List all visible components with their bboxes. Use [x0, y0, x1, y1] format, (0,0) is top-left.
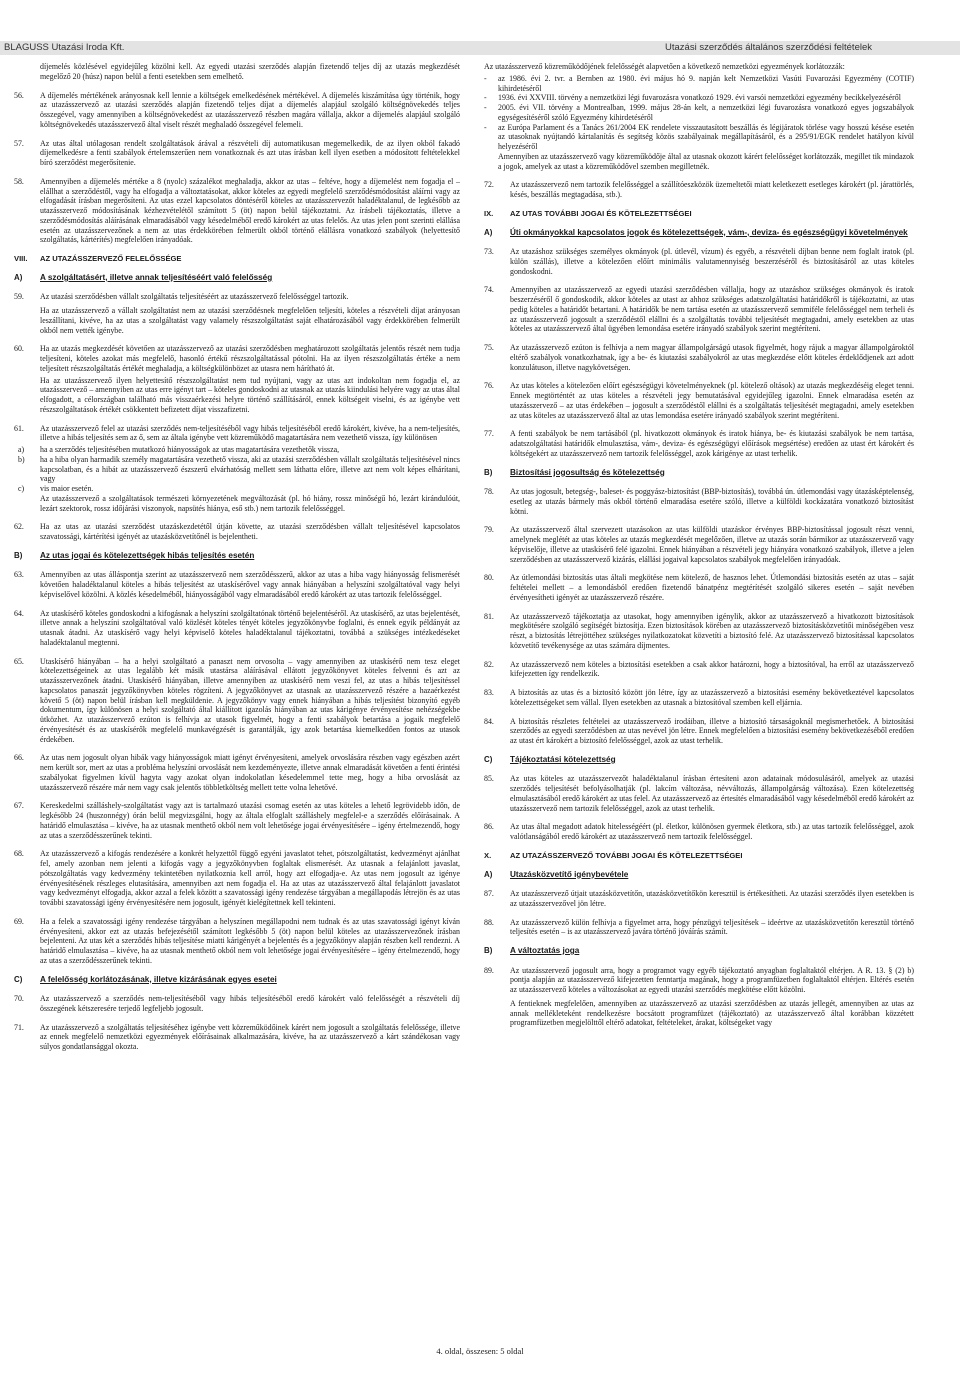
clause-79 [484, 525, 914, 564]
paragraph: A fentieknek megfelelően, amennyiben az utazásszervező az utazási szerződésben az utazás jellegét, amennyiben az utas az annak mellékleteként rendelkezésre bocsátott programfüzet (tájékoztató) az utazásszervező által korábban közzétett programfüzetben megjelölttől eltérő adatokat, feltételeket, árakat, költségeket vagy [510, 998, 914, 1028]
clause-number: 65. [14, 656, 24, 666]
paragraph: Az utazásszervező a szolgáltatások természeti környezetének megváltozását (pl. hó hiány, rossz minőségű hó, lezárt kirándulóút, lezárt szektorok, rossz időjárási viszonyok, napsütés hiánya, eső stb.) nem tartozik felelősséggel. [40, 493, 460, 513]
subsection-title: Utazásközvetítő igénybevétele [510, 869, 629, 879]
clause-number: 63. [14, 570, 24, 580]
clause-number: 69. [14, 916, 24, 926]
clause-text: Amennyiben az utas álláspontja szerint az utazásszervező nem szerződésszerű, akkor az utas a hiba vagy hiányosság felismerését követően haladéktalanul köteles a hibás teljesítést az utaskísérővel vagy annak hiányában a helyszíni szolgáltatóval vagy helyi képviselővel közölni. A közlés késedelméből, hiányosságából vagy elmaradásából eredő károkért az utas tartozik felelősséggel. [40, 570, 460, 599]
header-doc-title: Utazási szerződés általános szerződési feltételek [665, 42, 872, 53]
clause-number: 78. [484, 487, 494, 496]
subsection-title: Tájékoztatási kötelezettség [510, 754, 616, 764]
subsection-letter: A) [14, 272, 23, 282]
clause-text: Az utazásszervező nem tartozik felelősséggel a szállítóeszközök üzemeltetői miatt keletkezett esetleges károkért (pl. járattörlés, késés, beszállás megtagadása, stb.). [510, 180, 914, 199]
paragraph: Ha az utazásszervező a vállalt szolgáltatást nem az utazási szerződésnek megfelelően teljesíti, köteles a részvételi díjat arányosan leszállítani, kivéve, ha az utas a szolgáltatást vagy valamely részszolgáltatást saját elhatározásából vagy érdekkörében felmerült okból nem vették igénybe. [40, 306, 460, 335]
clause-number: 70. [14, 994, 24, 1003]
clause-84 [484, 717, 914, 746]
clause-65 [14, 657, 460, 745]
clause-89 [484, 966, 914, 995]
clause-number: 75. [484, 343, 494, 352]
clause-text: Az utazásszervező a szerződés nem-teljesítéséből vagy hibás teljesítéséből eredő károkért való felelősségét a részvételi díj összegének kétszeresére terjedő legfeljebb jogosult. [40, 994, 460, 1013]
clause-text: Kereskedelmi szálláshely-szolgáltatást vagy azt is tartalmazó utazási csomag esetén az utas köteles a lehető legrövidebb időn, de legkésőbb 24 (huszonnégy) órán belül megvizsgálni, hogy az általa elfoglalt szálláshely megfelel-e a szerződés előírásainak. A határidő elmulasztása – kivéve, ha az utasnak menthető okból nem volt lehetősége jogai érvényesítésére – igény értelmezendő, hogy az utas a szerződésszerűnek tekinti. [40, 801, 460, 840]
clause-number: 73. [484, 247, 494, 256]
clause-number: 68. [14, 849, 24, 859]
clause-83 [484, 688, 914, 708]
subsection-heading [484, 755, 914, 766]
list-item: b) ha a hiba olyan harmadik személy magatartására vezethető vissza, aki az utazási szerződésben vállalt szolgáltatás teljesítésével nincs kapcsolatban, és a hibát az utazásszervező észszerű elvárhatóság mellett sem láthatta előre, illetve azt nem volt képes elhárítani, vagy [18, 454, 460, 484]
clause-88 [484, 918, 914, 938]
page-number-footer: 4. oldal, összesen: 5 oldal [436, 1346, 524, 1356]
clause-number: 76. [484, 381, 494, 391]
right-column [484, 62, 914, 1032]
paragraph: Amennyiben az utazásszervező vagy közreműködője által az utasnak okozott kárért felelősséget korlátozzák, megillet tik mindazok a jogok, amelyek az utast a közreműködővel szemben megilletnék. [498, 151, 914, 171]
section-number: VIII. [14, 254, 28, 263]
clause-text: Ha az utas az utazási szerződést utazáskezdetétől útján követte, az utazási szerződésben vállalt teljesítésével kapcsolatos szavatossági, kártérítési igényét az utazásközvetítőnél is bejelentheti. [40, 522, 460, 541]
clause-number: 66. [14, 753, 24, 763]
subsection-heading [14, 273, 460, 284]
clause-text: Az utazásszervező a kifogás rendezésére a konkrét helyzettől függő egyéni javaslatot tehet, pótszolgáltatást, kedvezményt ajánlhat fel, amely azonban nem jelenti a kifogás vagy a jegyzőkönyvben foglaltak elismerését. Az utasnak a felajánlott javaslat, pótszolgáltatás vagy kedvezmény tekintetében nyilatkoznia kell arról, hogy azt elfogadja-e. Az utas nem jogosult az igénye érvényesítésének részleges elutasítására, amennyiben azt nem fogadja el. Ha az utas az utazásszervező által felajánlott javaslatot vagy kedvezményt elfogadja, akkor azzal a felek között a szavatossági igény rendezése tárgyában a megállapodás létrejön és az utas további szavatossági igény érvényesítésére nem jogosult, igényét kielégítettnek kell tekinteni. [40, 849, 460, 907]
clause-text: Az utaskísérő köteles gondoskodni a kifogásnak a helyszíni szolgáltatónak történő bejelentéséről. Az utaskísérő, az utas bejelentését, illetve annak a helyszíni szolgáltatóval való közlését köteles tényét köteles jegyzőkönyvbe foglalni, és ennek egyik példányát az utasnak átadni. Az utaskísérő vagy helyi képviselő köteles haladéktalanul tájékoztatni, továbbá a szükséges intézkedéseket haladéktalanul megtenni. [40, 608, 460, 647]
clause-number: 58. [14, 176, 24, 186]
clause-text: Amennyiben az utazásszervező az egyedi utazási szerződésben vállalja, hogy az utazáshoz szükséges okmányok és iratok beszerzéséről ő gondoskodik, akkor köteles az utast az ahhoz szükséges adatszolgáltatási határidőkről is tájékoztatni, az utas pedig köteles a határidőt betartani. A határidők be nem tartása esetén az utazásszervező semmiféle felelősséggel nem terheli és az utazásszervező jogosult a szerződéstől elállni és a szolgáltatás további teljesítését megtagadni, amely esetekben az utas köteles az utazásszervező által ügyében lemondása esetére irányadó szabályok szerint megtéríteni. [510, 285, 914, 334]
clause-73 [484, 247, 914, 276]
clause-78 [484, 487, 914, 516]
clause-81 [484, 612, 914, 651]
clause-number: 85. [484, 774, 494, 784]
clause-58 [14, 177, 460, 245]
clause-77 [484, 429, 914, 458]
subsection-letter: C) [484, 754, 493, 764]
clause-69 [14, 917, 460, 966]
clause-76 [484, 381, 914, 420]
clause-number: 86. [484, 822, 494, 832]
clause-text: Az utas nem jogosult olyan hibák vagy hiányosságok miatt igényt érvényesíteni, amelyek orvoslására részben vagy egészben azért nem került sor, mert az utas a probléma helyszíni orvoslását nem kezdeményezte, illetve annak elmaradását követően a fenti érintési szabályokat figyelmen kívül hagyta vagy azokat olyan indokolatlan késedelemmel tette meg, hogy a hiba orvoslását az utazásszervező részére már nem vagy csak jelentős többletköltség mellett tette volna lehetővé. [40, 753, 460, 792]
clause-text: Az utazásszervező nem köteles a biztosítási esetekben a csak akkor határozni, hogy a biztosítóval, ha erről az utazásszervező kifejezetten így rendelkezik. [510, 659, 914, 679]
clause-text: Amennyiben a díjemelés mértéke a 8 (nyolc) százalékot meghaladja, akkor az utas – feltéve, hogy a díjemelést nem fogadja el – elállhat a szerződéstől, vagy ha elfogadja a változtatásokat, akkor köteles az egyedi megfelelő szerződésmódosítást aláírni vagy az elfogadását írásban megerősíteni. Az utas ezzel kapcsolatos döntéséről köteles az utazásszervezőt haladéktalanul, de legkésőbb az utazásszervező módosításának kézhezvételétől számított 5 (öt) napon belül tájékoztatni. Az írásbeli tájékoztatás, illetve a szerződésmódosítás aláírásának elmaradásából vagy késedelméből eredő károkért az utas felelős. Az utas jelen pont szerinti elállása esetén az utazásszervezőnek a nem az utas érdekkörében felmerült okból történő elállásra vonatkozó szabályok (helyettesítő szolgáltatás, kártérítés) megfelelően irányadóak. [40, 176, 460, 245]
clause-text: Az utas által megadott adatok hitelességéért (pl. életkor, különösen gyermek életkora, stb.) az utas tartozik felelősséggel, azok valótlanságából eredő károkért az utazásszervező nem tartozik felelősséggel. [510, 822, 914, 841]
list-item: - 1936. évi XXVIII. törvény a nemzetközi légi fuvarozásra vonatkozó 1929. évi varsói nemzetközi egyezmény becikkelyezéséről [484, 93, 901, 103]
section-title: AZ UTAS TOVÁBBI JOGAI ÉS KÖTELEZETTSÉGEI [510, 208, 692, 218]
list-item: c) vis maior esetén. [18, 484, 94, 493]
list [14, 445, 460, 494]
subsection-letter: A) [484, 869, 493, 879]
page-header [0, 41, 960, 55]
clause-68 [14, 849, 460, 908]
subsection-heading [484, 468, 914, 479]
list-item: - 2005. évi VII. törvény a Montrealban, 1999. május 28-án kelt, a nemzetközi légi fuvarozásra vonatkozó egyes jogszabályok egységesítéséről szóló Egyezmény kihirdetéséről [484, 103, 914, 122]
paragraph: Az utazásszervező közreműködőjének felelősségét alapvetően a következő nemzetközi egyezmények korlátozzák: [484, 62, 845, 71]
clause-number: 64. [14, 608, 24, 618]
section-number: X. [484, 850, 492, 860]
section-title: AZ UTAZÁSSZERVEZŐ FELELŐSSÉGE [40, 254, 182, 263]
clause-number: 56. [14, 90, 24, 100]
clause-text: Az utazási szerződésben vállalt szolgáltatás teljesítéséért az utazásszervező felelősséggel tartozik. [40, 292, 349, 302]
clause-61 [14, 424, 460, 444]
left-column [14, 62, 460, 1061]
clause-text: A fenti szabályok be nem tartásából (pl. hivatkozott okmányok és iratok hiánya, be- és kiutazási szabályok be nem tartása, adatszolgáltatási határidők elmulasztása, vám-, deviza- és egészségügyi előírások megsértése) eredően az utast ért károkért és költségekért az utazásszervező nem tartozik felelősséggel, azok kárigénye az utast terhelik. [510, 429, 914, 458]
list-item: - az Európa Parlament és a Tanács 261/2004 EK rendelete visszautasított beszállás és légijáratok törlése vagy hosszú késése esetén az utasoknak nyújtandó kártalanítás és segítség közös szabályainak megállapításáról, és a 295/91/EGK rendelet hatályon kívül helyezéséről [484, 122, 914, 151]
clause-text: A biztosítás az utas és a biztosító között jön létre, így az utazásszervező a biztosítási esemény bekövetkeztével kapcsolatos kötelezettségeket sem vállal. Ilyen esetekben az utasnak a biztosítóval szemben kell eljárnia. [510, 688, 914, 707]
clause-text: A biztosítás részletes feltételei az utazásszervező irodáiban, illetve a biztosító társaságoknál megismerhetőek. A biztosítási szerződés az egyedi szerződésben az utas nevével jön létre. Ennek megfelelően a biztosítási esemény bekövetkezéséből eredően az utast ért károkért a biztosító felelősséggel, azok az utast terhelik. [510, 716, 914, 745]
clause-number: 81. [484, 611, 494, 621]
clause-text: Az utazásszervező külön felhívja a figyelmet arra, hogy pénzügyi teljesítések – ideértve az utazásközvetítőn keresztül történő teljesítés esetén – is az utazásszervező javára történő jóváírás számít. [510, 917, 914, 937]
subsection-heading [484, 228, 914, 239]
clause-text: Ha a felek a szavatossági igény rendezése tárgyában a helyszínen megállapodni nem tudnak és az utas szavatossági igényt kíván érvényesíteni, akkor ezt az utazás befejezésétől számított legkésőbb 5 (öt) napon belül köteles az utazásszervezőnek írásban bejelenteni. Az utas két a szerződés hibás teljesítése miatti kárigényét a bejelentés és a jegyzőkönyv alapján részben kell rendezni. A határidő elmulasztása – kivéve, ha az utasnak menthető okból nem volt lehetősége jogai érvényesítésére – igény értelmezendő, hogy az utas a szerződésszerűnek tekinti. [40, 916, 460, 965]
clause-67 [14, 801, 460, 840]
subsection-heading [14, 975, 460, 986]
clause-71 [14, 1023, 460, 1052]
clause-text: Az utas jogosult, betegség-, baleset- és poggyász-biztosítást (BBP-biztosítás), továbbá ún. útlemondási vagy útazásképtelenség, esetleg az utazás bármely más okból történő elmaradása esetére szóló, illetve a külföldi kockázatára vonatkozó biztosítást kötni. [510, 487, 914, 516]
clause-number: 82. [484, 659, 494, 669]
subsection-title: A változtatás joga [510, 946, 580, 955]
clause-87 [484, 889, 914, 909]
clause-text: Ha az utazás megkezdését követően az utazásszervező az utazási szerződésben meghatározott szolgáltatás jelentős részét nem tudja teljesíteni, köteles azokat más megfelelő, hasonló értékű részszolgáltatással pótolni. Ha az ilyen részszolgáltatás értéke a nem teljesített részszolgáltatás értékét meghaladja, a költségkülönbözet az utasra nem hárítható át. [40, 344, 460, 373]
clause-number: 62. [14, 522, 24, 532]
clause-number: 71. [14, 1022, 24, 1032]
clause-text: A díjemelés mértékének arányosnak kell lennie a költségek emelkedésének mértékével. A díjemelés kiszámítása úgy történik, hogy az utazásszervező az utazási szerződés alapján fizetendő teljes díjat a díjemelés alapjául szolgáló költségnövekedés teljes összegével, vagy amennyiben a költségnövekedést az utazásszervező részben magára vállalja, akkor a díjemelés alapjául szolgáló költségnövekedés utazásszervező által viselt részét meghaladó összegével felemeli. [40, 90, 460, 129]
subsection-title: Biztosítási jogosultság és kötelezettség [510, 467, 665, 477]
clause-text: Az utas köteles a kötelezően előírt egészségügyi követelményeknek (pl. kötelező oltások) az utazás megkezdéséig eleget tenni. Ennek megtörténtét az utas köteles a részvételi jegy bemutatásával egyidejűleg igazolni. Ennek elmaradása esetén az utazásszervező – az utas érdekében – jogosult a szerződéstől elállni és a szolgáltatás teljesítését megtagadni, amely esetekben az utas köteles az utazásszervező által az utas lemondása esetére irányadó szabályok szerint megtéríteni. [510, 381, 914, 420]
clause-number: 83. [484, 688, 494, 697]
clause-number: 61. [14, 423, 24, 433]
subsection-letter: B) [14, 550, 23, 560]
clause-70 [14, 994, 460, 1014]
subsection-heading [14, 551, 460, 562]
clause-number: 80. [484, 573, 494, 583]
paragraph: Ha az utazásszervező ilyen helyettesítő részszolgáltatást nem tud nyújtani, vagy az utas azt indokoltan nem fogadja el, az utazásszervező – amennyiben az utas erre igényt tart – köteles gondoskodni az utasnak az utazás kiindulási helyére vagy az utas által elfogadott, a célországban található más visszaérkezési helyre történő szállításáról, ennek költségeit viselni, és az igénybe vett részszolgáltatások értékét csökkentett befizetett díjat visszafizetni. [40, 375, 460, 414]
clause-80 [484, 573, 914, 602]
clause-text: Utaskísérő hiányában – ha a helyi szolgáltató a panaszt nem orvosolta – vagy amennyiben az utaskísérő nem tesz eleget kötelezettségeinek az utas legalább két másik utastársa aláírásával ellátott jegyzőkönyvet köteles felvenni és azt az utazásszervezőnek átadni. Utaskísérő hiányában, illetve amennyiben az utaskísérő nem veszi fel, az utas a hibás teljesítéssel kapcsolatos panaszát jegyzőkönyvben köteles rögzíteni. A jegyzőkönyvet az utasnak az utazásszervező részére a hazaérkezést követő 5 (öt) napon belül írásban kell megküldenie. A jegyzőkönyv vagy ennek hiányában a hibás teljesítést bizonyító egyéb dokumentum, így különösen a helyi szolgáltató által kiállított igazolás hiányában az utas kárigénye érvényesítése nehézségekbe ütközhet. Az utazásszervező ezúton is felhívja az utasok figyelmét, hogy a fenti szabályok betartása a jogaik megfelelő érvényesítését és az utaskísérők megfelelő munkavégzését is garantálják, így azok betartása kiemelkedően fontos az utasok érdekében. [40, 656, 460, 744]
subsection-letter: B) [484, 467, 493, 477]
clause-74 [484, 285, 914, 334]
clause-text: Az utas által utólagosan rendelt szolgáltatások árával a részvételi díj automatikusan megemelkedik, de az ilyen okból fakadó díjemelkedésre a fenti szabályok értelemszerűen nem vonatkoznak és azt utas írásban kell ilyen esetben a módosított feltételekkel bíró szerződést megerősítenie. [40, 138, 460, 167]
clause-number: 60. [14, 344, 24, 354]
clause-text: Az utazáshoz szükséges személyes okmányok (pl. útlevél, vízum) és egyéb, a részvételi díjban benne nem foglalt iratok (pl. külön szállás), illetve a kötelezően előírt minimális valutamennyiség beszerzéséről és biztosításáról az utas köteles gondoskodni. [510, 247, 914, 276]
clause-57 [14, 139, 460, 168]
subsection-title: Úti okmányokkal kapcsolatos jogok és kötelezettségek, vám-, deviza- és egészségügyi követelmények [510, 227, 908, 237]
clause-62 [14, 522, 460, 542]
clause-text: Az utazásszervező felel az utazási szerződés nem-teljesítéséből vagy hibás teljesítéséből eredő károkért, kivéve, ha a nem-teljesítés, illetve a hibás teljesítés sem az ő, sem az általa igénybe vett közreműködő magatartására nem vezethető vissza, így különösen [40, 423, 460, 443]
clause-number: 57. [14, 138, 24, 148]
subsection-letter: B) [484, 946, 493, 955]
clause-number: 77. [484, 429, 494, 439]
clause-number: 59. [14, 292, 24, 302]
section-heading-ix [484, 209, 914, 219]
clause-number: 88. [484, 917, 494, 927]
clause-text: Az útlemondási biztosítás utas általi megkötése nem kötelező, de hasznos lehet. Útlemondási biztosítás esetén az utas – saját feltételei mellett – a lemondásból eredően fizetendő bánatpénz megtérítését szolgáló sikeres esetén – saját nevében érvényesítheti igényét az utazásszervező részére. [510, 573, 914, 602]
clause-number: 87. [484, 889, 494, 898]
clause-text: Az utazásszervező által szervezett utazásokon az utas külföldi utazáskor érvényes BBP-biztosítással jogosult részt venni, amelynek meglétét az utas köteles az utazás megkezdését megelőzően, illetve az utazás során bármikor az utazásszervező vagy képviselője, illetve az utaskísérő felé igazolni. Ennek hiányában a részvételi jegy hiányára vonatkozó szabályok, illetve a jelen szerződésben az utazásszervező kizárás, elállási jogaival kapcsolatos szabályok megfelelően irányadóak. [510, 525, 914, 564]
clause-63 [14, 570, 460, 599]
clause-number: 67. [14, 801, 24, 811]
subsection-heading [484, 870, 914, 881]
clause-number: 84. [484, 716, 494, 726]
clause-64 [14, 609, 460, 648]
subsection-letter: A) [484, 227, 493, 237]
clause-text: Az utazásszervező ezúton is felhívja a nem magyar állampolgárságú utasok figyelmét, hogy rájuk a magyar állampolgároktól eltérő szabályok vonatkozhatnak, így a be- és kiutazási szabályokról az utas megkezdése előtt köteles érdeklődjenek azt adott konzulátuson, illetve nagykövetségen. [510, 343, 914, 372]
clause-82 [484, 660, 914, 680]
clause-85 [484, 774, 914, 813]
list-item: a) ha a szerződés teljesítésében mutatkozó hiányosságok az utas magatartására vezethetők vissza, [18, 445, 340, 454]
convention-list [484, 74, 914, 152]
subsection-letter: C) [14, 974, 23, 984]
clause-75 [484, 343, 914, 372]
clause-number: 79. [484, 525, 494, 535]
clause-number: 89. [484, 965, 494, 975]
clause-66 [14, 753, 460, 792]
clause-59 [14, 292, 460, 302]
list-item: - az 1986. évi 2. tvr. a Bernben az 1980. évi május hó 9. napján kelt Nemzetközi Vasúti Fuvarozási Egyezmény (COTIF) kihirdetéséről [484, 73, 914, 93]
clause-text: Az utazásszervező jogosult arra, hogy a programot vagy egyéb tájékoztató anyagban foglaltaktól eltérjen. A R. 13. § (2) b) pontja alapján az utazásszervező kifejezetten fenntartja magának, hogy a programfüzetben foglaltaktól eltérjen. Eltérés esetén az utazásszervező köteles a változásokat az egyedi utazási szerződés megkötése előtt közölni. [510, 965, 914, 994]
clause-text: Az utazásszervező útjait utazásközvetítőn, utazásközvetítőkön keresztül is értékesítheti. Az utazási szerződés ilyen esetekben is az utazásszervezővel jön létre. [510, 889, 914, 908]
clause-text: Az utas köteles az utazásszervezőt haladéktalanul írásban értesíteni azon adatainak módosulásáról, amelyek az utazási szerződés teljesítését befolyásolhatják (pl. lakcím változása, névváltozás, állampolgárság változása). Ezen kötelezettség elmulasztásából eredő károkért az utas felel. Az utazásszervező az értesítés elmaradásából vagy késedelméből eredő károkért az utazásszervező nem tartozik felelősséggel, azok az utast terhelik. [510, 774, 914, 813]
subsection-heading [484, 946, 914, 957]
header-company: BLAGUSS Utazási Iroda Kft. [4, 42, 125, 53]
section-number: IX. [484, 208, 494, 218]
clause-text: Az utazásszervező tájékoztatja az utasokat, hogy amennyiben igénylik, akkor az utazásszervező a hivatkozott biztosítások megkötésére szolgáló segítségét biztosítja. Ezen biztosítások körében az utazásszervező biztosításközvetítői minőségében vesz részt, a biztosítás létrejöttéhez szükséges nyilatkozatokat közvetíti a biztosító felé. Az utazásszervező biztosítással kapcsolatos közvetítő tevékenysége az utas számára díjmentes. [510, 611, 914, 650]
section-title: AZ UTAZÁSSZERVEZŐ TOVÁBBI JOGAI ÉS KÖTELEZETTSÉGEI [510, 850, 743, 860]
subsection-title: Az utas jogai és kötelezettségek hibás teljesítés esetén [40, 550, 255, 560]
paragraph: díjemelés közlésével egyidejűleg közölni kell. Az egyedi utazási szerződés alapján fizetendő teljes díj az utazás megkezdését megelőző 20 (húsz) napon belül a fenti esetekben sem emelhető. [40, 62, 460, 81]
subsection-title: A szolgáltatásért, illetve annak teljesítéséért való felelősség [40, 272, 273, 282]
clause-56 [14, 91, 460, 130]
clause-text: Az utazásszervező a szolgáltatás teljesítéséhez igénybe vett közreműködőinek kárért nem jogosult a szolgáltatás felelőssége, illetve az ennek megfelelő nemzetközi egyezmények előírásainak alkalmazására, kivéve, ha az utazásszervező a kárt szándékosan vagy súlyos gondatlansággal okozta. [40, 1022, 460, 1051]
subsection-title: A felelősség korlátozásának, illetve kizárásának egyes esetei [40, 974, 277, 984]
clause-60 [14, 344, 460, 373]
clause-72 [484, 180, 914, 200]
clause-86 [484, 822, 914, 842]
clause-number: 72. [484, 180, 494, 190]
section-heading-x [484, 851, 914, 861]
section-heading-viii [14, 254, 460, 264]
clause-number: 74. [484, 285, 494, 295]
